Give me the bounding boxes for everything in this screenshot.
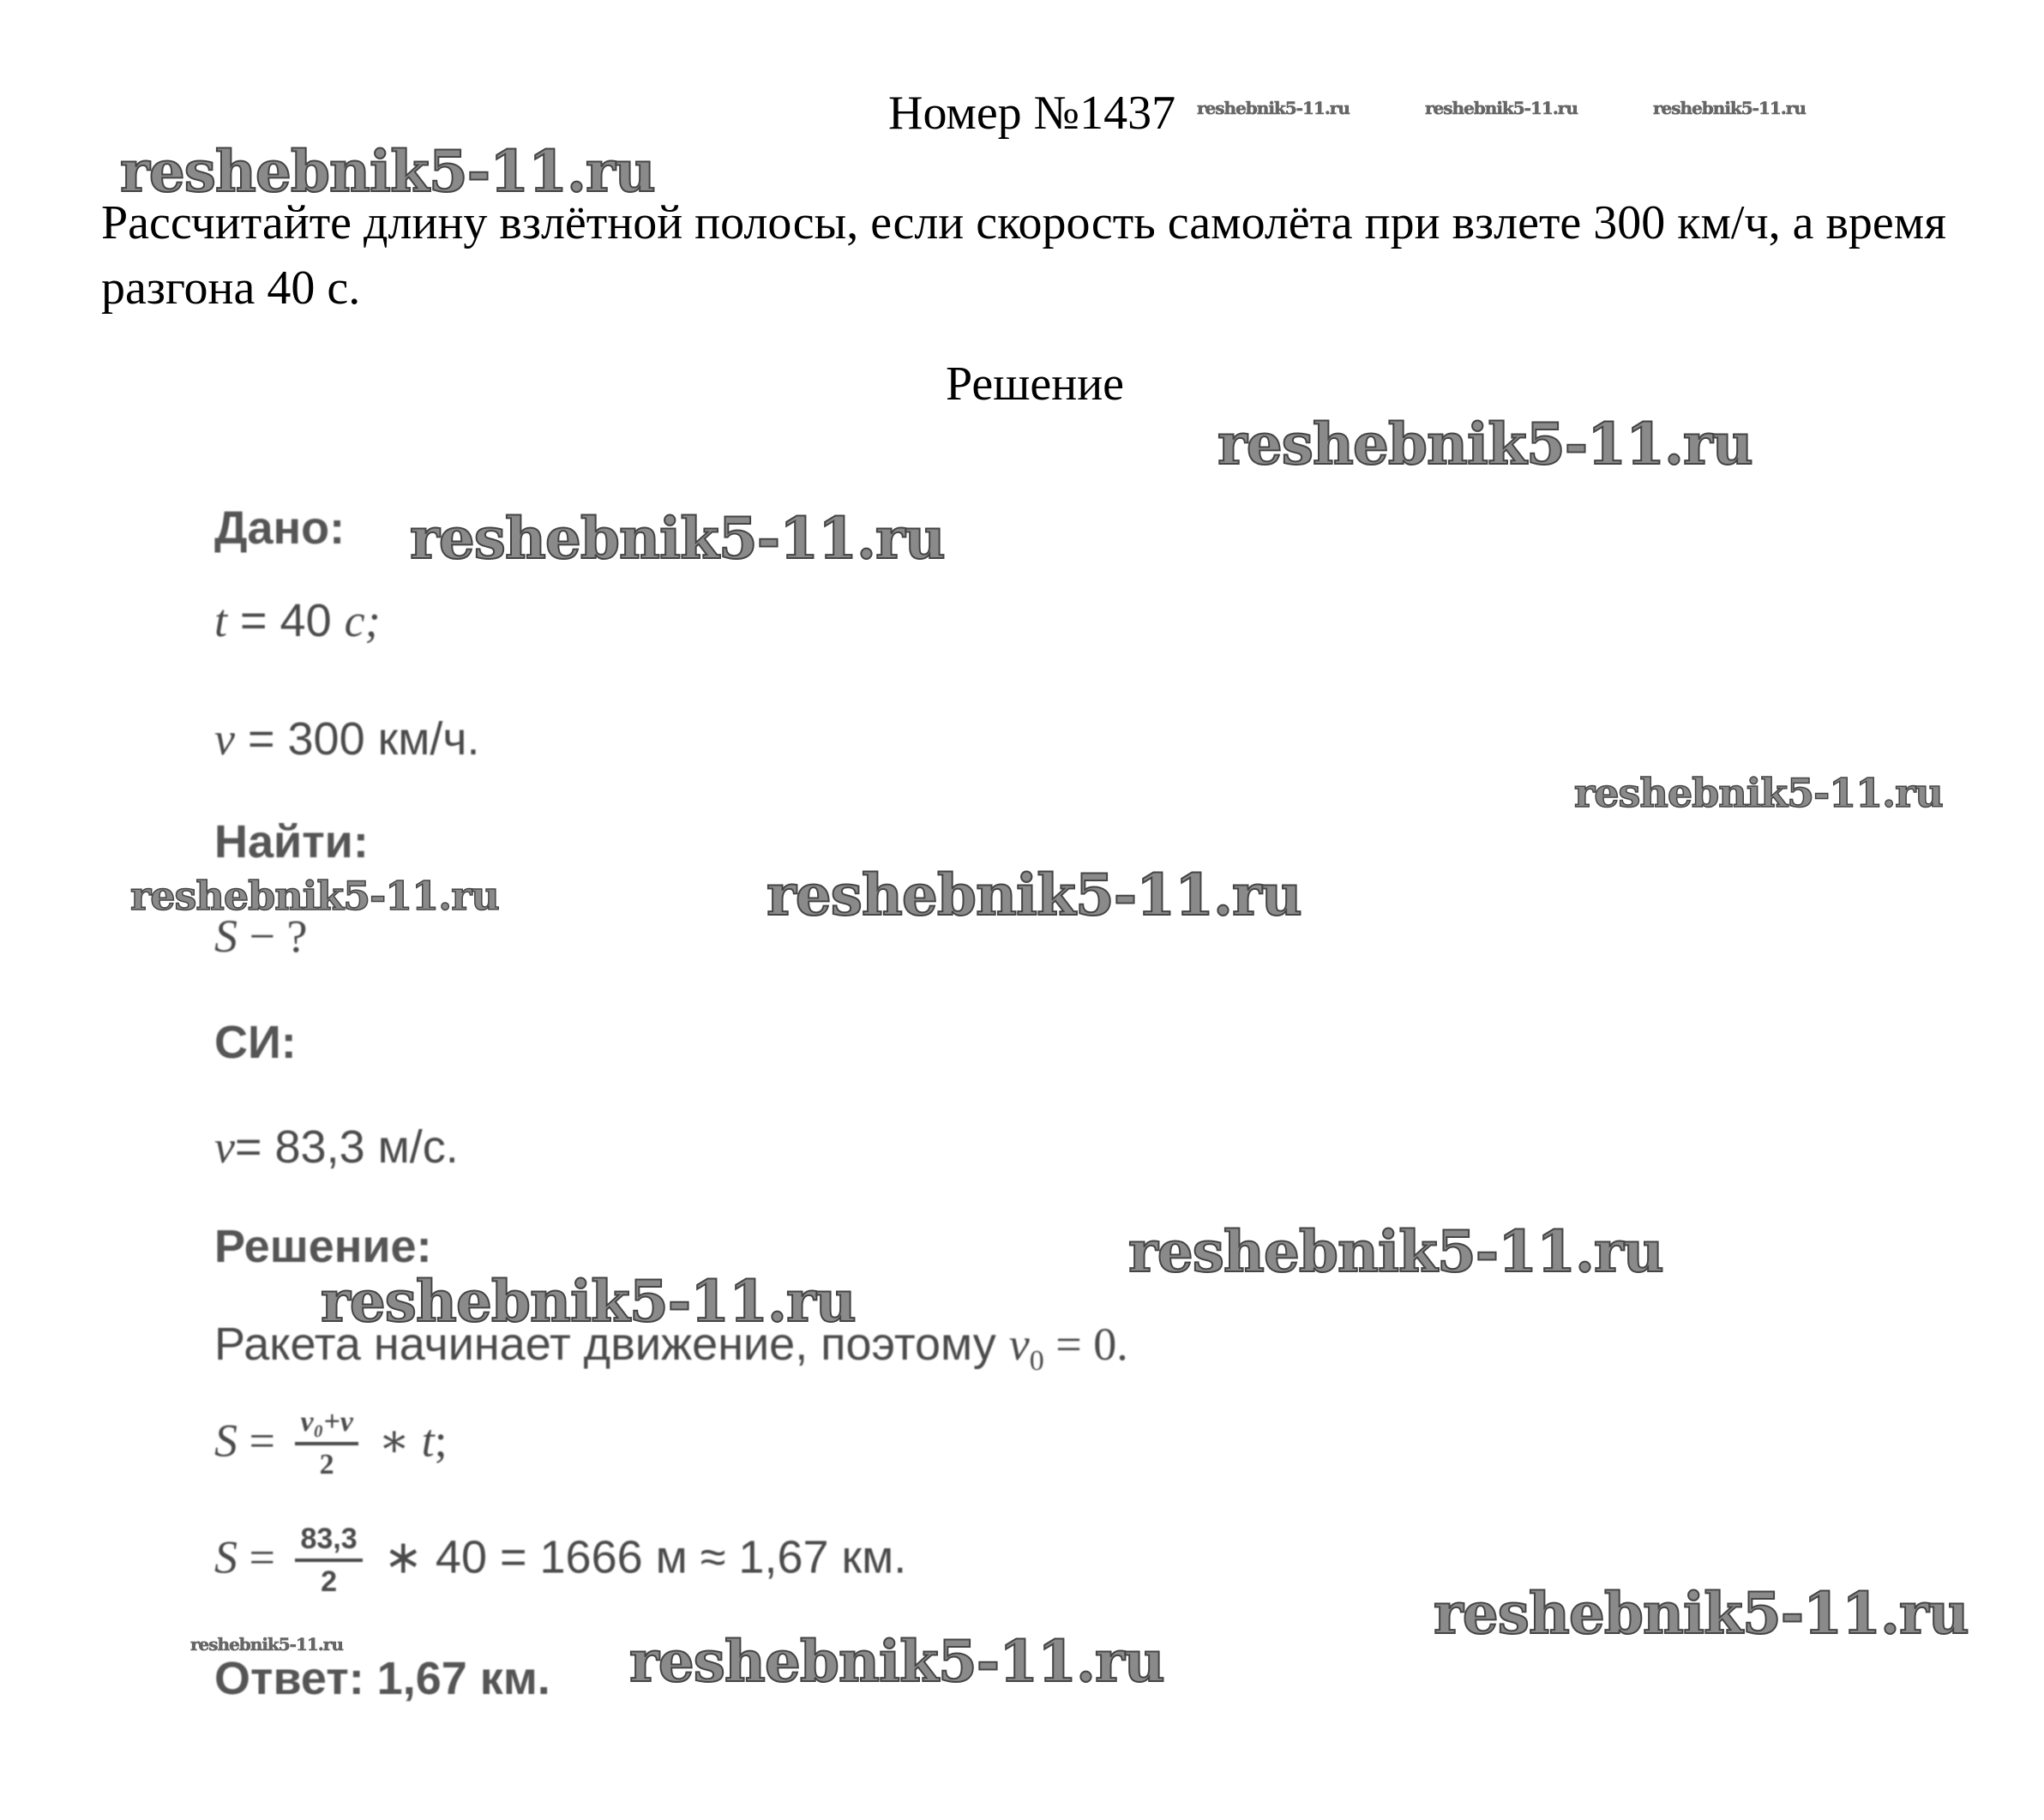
watermark-logo: reshebnik5-11.ru <box>410 505 945 572</box>
si-line <box>214 1120 459 1174</box>
si-v-var: v <box>214 1121 235 1173</box>
given-t-unit: с; <box>344 595 381 646</box>
watermark-logo: reshebnik5-11.ru <box>1434 1580 1969 1647</box>
watermark-logo: reshebnik5-11.ru <box>766 862 1302 928</box>
formula2-lhs: S <box>214 1531 237 1583</box>
rocket-var: v <box>1008 1318 1030 1370</box>
si-v-value: = 83,3 м/с. <box>234 1121 459 1173</box>
formula1-numerator: v₀+v <box>295 1406 358 1445</box>
formula2-result: ∗ 40 = 1666 м ≈ 1,67 км. <box>370 1531 907 1583</box>
formula2-numerator: 83,3 <box>295 1523 362 1562</box>
find-question: − ? <box>237 910 308 962</box>
given-label: Дано: <box>214 502 346 554</box>
given-v-line <box>214 712 480 766</box>
formula1-fraction <box>295 1406 358 1481</box>
given-v-var: v <box>214 713 235 765</box>
watermark-logo: reshebnik5-11.ru <box>1574 770 1943 816</box>
formula1-eq: = <box>237 1415 287 1467</box>
watermark-logo: reshebnik5-11.ru <box>1197 98 1350 118</box>
formula1-end: ; <box>434 1415 448 1467</box>
formula2-denominator: 2 <box>321 1565 338 1598</box>
watermark-logo: reshebnik5-11.ru <box>1128 1218 1663 1285</box>
formula-2 <box>214 1523 906 1598</box>
watermark-logo: reshebnik5-11.ru <box>629 1628 1164 1695</box>
si-label: СИ: <box>214 1017 297 1068</box>
formula1-lhs: S <box>214 1415 237 1467</box>
watermark-logo: reshebnik5-11.ru <box>130 873 499 919</box>
rocket-text: Ракета начинает движение, поэтому <box>214 1318 1009 1370</box>
watermark-logo: reshebnik5-11.ru <box>120 138 655 205</box>
watermark-logo: reshebnik5-11.ru <box>1425 98 1578 118</box>
find-label: Найти: <box>214 816 369 868</box>
solution-heading: Решение <box>946 357 1125 411</box>
given-t-line <box>214 593 381 648</box>
formula1-denominator: 2 <box>319 1449 334 1481</box>
solution-label: Решение: <box>214 1221 432 1272</box>
formula2-fraction <box>295 1523 362 1598</box>
watermark-logo: reshebnik5-11.ru <box>190 1634 343 1655</box>
formula2-eq: = <box>237 1531 287 1583</box>
watermark-logo: reshebnik5-11.ru <box>1653 98 1806 118</box>
formula-1 <box>214 1406 448 1481</box>
given-v-value: = 300 км/ч. <box>234 713 480 765</box>
page-title: Номер №1437 <box>888 87 1176 140</box>
rocket-zero: = 0. <box>1043 1318 1128 1370</box>
given-t-var: t <box>214 595 228 646</box>
answer: Ответ: 1,67 км. <box>214 1653 550 1704</box>
formula1-op: ∗ <box>366 1415 422 1467</box>
formula1-t: t <box>421 1415 435 1467</box>
watermark-logo: reshebnik5-11.ru <box>1217 411 1752 478</box>
given-t-value: = 40 <box>227 595 345 646</box>
task-text: Рассчитайте длину взлётной полосы, если скорость самолёта при взлете 300 км/ч, а время разгона 40 с. <box>101 196 1946 315</box>
rocket-sub: 0 <box>1029 1344 1044 1377</box>
watermark-logo: reshebnik5-11.ru <box>321 1268 856 1335</box>
find-var: S <box>214 910 237 962</box>
